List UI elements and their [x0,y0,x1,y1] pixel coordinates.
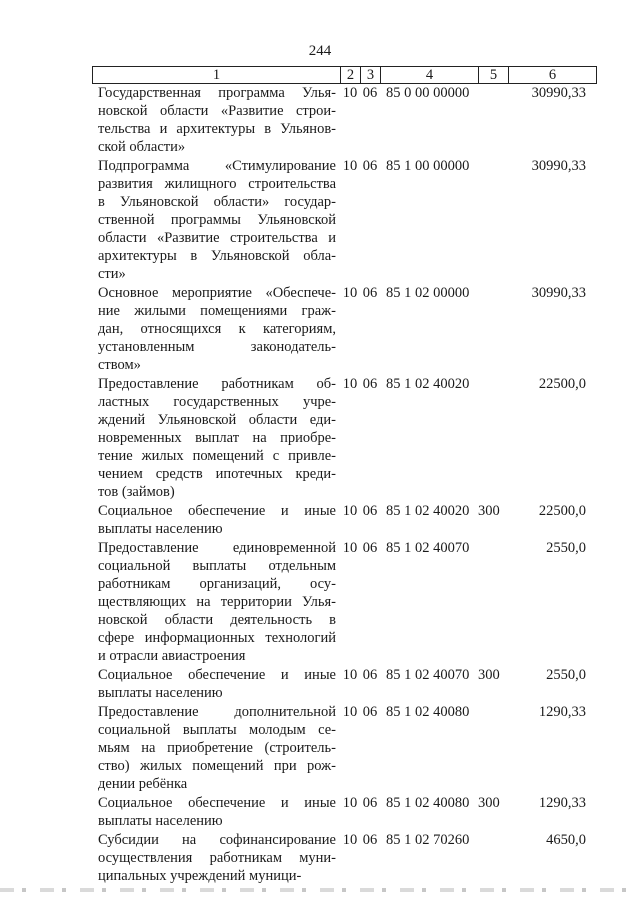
row-expense-type: 300 [478,503,500,519]
row-name-line: социальной выплаты молодым се- [98,722,336,738]
table-row [92,703,596,794]
header-col-1: 1 [93,67,341,84]
row-name-line: Субсидии на софинансирование [98,832,336,848]
budget-table-body [92,84,596,886]
row-section: 10 [342,795,358,811]
row-name-line: развития жилищного строительства [98,176,336,192]
row-name-line: выплаты населению [98,685,223,701]
row-name-line: новской области «Развитие строи- [98,103,336,119]
row-amount: 2550,0 [546,667,586,683]
row-name-line: Предоставление работникам об- [98,376,336,392]
header-col-5: 5 [479,67,509,84]
row-name [92,375,340,502]
row-name-line: чением средств ипотечных креди- [98,466,336,482]
table-row [92,831,596,886]
row-name-line: в Ульяновской области» государ- [98,194,336,210]
row-expense-type [478,831,508,886]
row-section: 10 [342,285,358,301]
header-col-3: 3 [361,67,381,84]
row-name-line: тение жилых помещений с привле- [98,448,336,464]
row-target-article: 85 1 02 70260 [386,832,470,848]
row-name-line: области «Развитие строительства и [98,230,336,246]
row-amount: 1290,33 [538,795,586,811]
row-target-article: 85 1 02 40070 [386,540,470,556]
row-expense-type [478,375,508,502]
row-amount: 22500,0 [538,503,586,519]
row-name-line: ципальных учреждений муници- [98,868,302,884]
row-name [92,284,340,375]
row-name-line: ство) жилых помещений при рож- [98,758,336,774]
row-name-line: мьям на приобретение (строитель- [98,740,336,756]
row-name-line: установленным законодатель- [98,339,336,355]
row-subsection: 06 [362,376,378,392]
header-col-6: 6 [509,67,597,84]
row-name-line: архитектуры в Ульяновской обла- [98,248,336,264]
row-subsection: 06 [362,704,378,720]
row-target-article: 85 1 00 00000 [386,158,470,174]
row-name-line: дан, относящихся к категориям, [98,321,336,337]
row-expense-type [478,539,508,666]
table-row [92,666,596,703]
row-name-line: дении ребёнка [98,776,188,792]
row-name [92,157,340,284]
row-name-line: новременных выплат на приобре- [98,430,336,446]
row-name [92,703,340,794]
row-name-line: ственной программы Ульяновской [98,212,336,228]
row-amount: 2550,0 [546,540,586,556]
row-name-line: тов (займов) [98,484,175,500]
row-target-article: 85 1 02 40080 [386,704,470,720]
row-name-line: Предоставление дополнительной [98,704,336,720]
row-target-article: 85 1 02 40070 [386,667,470,683]
table-row [92,157,596,284]
row-target-article: 85 1 02 40020 [386,376,470,392]
table-row [92,84,596,157]
row-subsection: 06 [362,503,378,519]
row-amount: 30990,33 [531,285,586,301]
row-name [92,794,340,831]
column-header-row [92,66,597,84]
row-section: 10 [342,376,358,392]
row-amount: 30990,33 [531,158,586,174]
row-section: 10 [342,85,358,101]
row-name-line: Социальное обеспечение и иные [98,667,336,683]
header-col-4: 4 [381,67,479,84]
table-row [92,284,596,375]
row-name-line: ществляющих на территории Улья- [98,594,336,610]
row-subsection: 06 [362,832,378,848]
row-name-line: Государственная программа Улья- [98,85,336,101]
row-name [92,831,340,886]
row-target-article: 85 1 02 40080 [386,795,470,811]
row-expense-type: 300 [478,667,500,683]
row-amount: 1290,33 [538,704,586,720]
row-amount: 22500,0 [538,376,586,392]
row-subsection: 06 [362,667,378,683]
row-target-article: 85 1 02 00000 [386,285,470,301]
table-row [92,375,596,502]
row-expense-type [478,703,508,794]
row-name-line: выплаты населению [98,813,223,829]
row-section: 10 [342,667,358,683]
table-row [92,794,596,831]
row-target-article: 85 0 00 00000 [386,85,470,101]
row-name-line: ской области» [98,139,186,155]
row-name-line: новской области деятельность в [98,612,336,628]
row-name-line: Предоставление единовременной [98,540,336,556]
scan-edge-artifact [0,888,640,892]
row-name-line: и отрасли авиастроения [98,648,246,664]
row-subsection: 06 [362,85,378,101]
row-expense-type: 300 [478,795,500,811]
row-name-line: ластных государственных учре- [98,394,336,410]
row-amount: 4650,0 [546,832,586,848]
row-name-line: ством» [98,357,141,373]
row-expense-type [478,84,508,157]
row-name-line: осуществления работникам муни- [98,850,336,866]
row-name [92,84,340,157]
row-subsection: 06 [362,285,378,301]
page-number: 244 [308,43,332,59]
row-section: 10 [342,832,358,848]
row-subsection: 06 [362,158,378,174]
row-name-line: ждений Ульяновской области еди- [98,412,336,428]
row-amount: 30990,33 [531,85,586,101]
row-name-line: Социальное обеспечение и иные [98,795,336,811]
row-name-line: выплаты населению [98,521,223,537]
row-expense-type [478,284,508,375]
row-name-line: ние жилыми помещениями граж- [98,303,336,319]
row-section: 10 [342,158,358,174]
header-col-2: 2 [341,67,361,84]
row-expense-type [478,157,508,284]
row-name-line: сти» [98,266,126,282]
row-name-line: сфере информационных технологий [98,630,336,646]
row-name [92,502,340,539]
row-section: 10 [342,704,358,720]
row-name [92,539,340,666]
row-name-line: работникам организаций, осу- [98,576,336,592]
budget-table [92,84,596,886]
row-section: 10 [342,503,358,519]
row-name [92,666,340,703]
row-name-line: Социальное обеспечение и иные [98,503,336,519]
row-subsection: 06 [362,795,378,811]
table-row [92,502,596,539]
row-target-article: 85 1 02 40020 [386,503,470,519]
row-name-line: социальной выплаты отдельным [98,558,336,574]
row-section: 10 [342,540,358,556]
table-row [92,539,596,666]
row-name-line: Основное мероприятие «Обеспече- [98,285,336,301]
row-name-line: тельства и архитектуры в Ульянов- [98,121,336,137]
row-name-line: Подпрограмма «Стимулирование [98,158,336,174]
row-subsection: 06 [362,540,378,556]
